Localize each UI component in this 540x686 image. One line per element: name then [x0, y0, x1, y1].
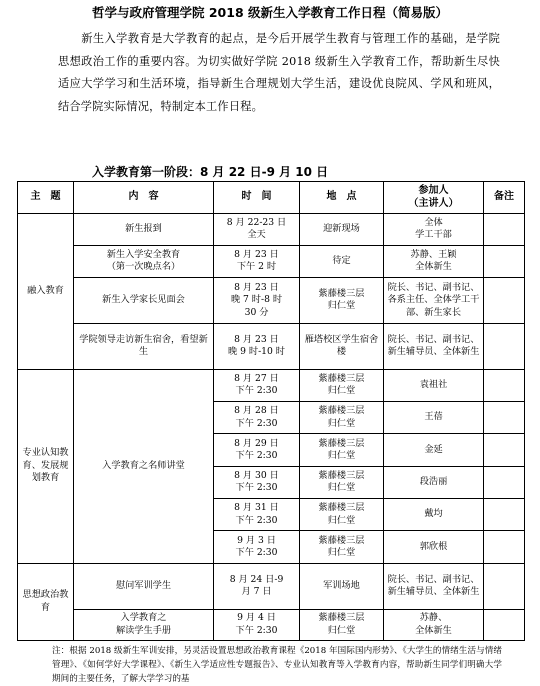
remarks-cell	[484, 531, 525, 563]
header-place: 地 点	[300, 182, 384, 214]
place-cell: 紫藤楼三层 归仁堂	[300, 277, 384, 323]
participants-cell: 院长、书记、副书记、各系主任、全体学工干部、新生家长	[384, 277, 484, 323]
content-cell: 学院领导走访新生宿舍，看望新生	[74, 323, 214, 369]
time-cell: 8 月 23 日 晚 7 时-8 时 30 分	[214, 277, 300, 323]
table-row	[18, 323, 525, 369]
participants-cell: 金延	[384, 434, 484, 466]
content-cell: 新生入学家长见面会	[74, 277, 214, 323]
remarks-cell	[484, 277, 525, 323]
time-cell: 8 月 22-23 日 全天	[214, 214, 300, 245]
table-row	[18, 563, 525, 609]
place-cell: 紫藤楼三层 归仁堂	[300, 531, 384, 563]
header-remarks: 备注	[484, 182, 525, 214]
remarks-cell	[484, 434, 525, 466]
remarks-cell	[484, 245, 525, 277]
topic-cell: 专业认知教育、发展规划教育	[18, 369, 74, 563]
place-cell: 雁塔校区学生宿舍楼	[300, 323, 384, 369]
place-cell: 紫藤楼三层 归仁堂	[300, 402, 384, 434]
time-cell: 8 月 23 日 晚 9 时-10 时	[214, 323, 300, 369]
participants-cell: 戴均	[384, 499, 484, 531]
remarks-cell	[484, 466, 525, 498]
participants-cell: 段浩丽	[384, 466, 484, 498]
place-cell: 紫藤楼三层 归仁堂	[300, 369, 384, 401]
participants-cell: 院长、书记、副书记、新生辅导员、全体新生	[384, 563, 484, 609]
participants-cell: 郭欣根	[384, 531, 484, 563]
time-cell: 9 月 4 日 下午 2:30	[214, 609, 300, 640]
time-cell: 8 月 24 日-9 月 7 日	[214, 563, 300, 609]
time-cell: 8 月 31 日 下午 2:30	[214, 499, 300, 531]
participants-cell: 全体 学工干部	[384, 214, 484, 245]
document-title: 哲学与政府管理学院 2018 级新生入学教育工作日程（简易版）	[92, 5, 448, 20]
place-cell: 紫藤楼三层 归仁堂	[300, 499, 384, 531]
schedule-table	[17, 181, 525, 641]
remarks-cell	[484, 323, 525, 369]
participants-cell: 王蓓	[384, 402, 484, 434]
participants-cell: 袁祖社	[384, 369, 484, 401]
remarks-cell	[484, 369, 525, 401]
participants-cell: 苏静、 全体新生	[384, 609, 484, 640]
table-row	[18, 277, 525, 323]
time-cell: 8 月 23 日 下午 2 时	[214, 245, 300, 277]
content-cell: 慰问军训学生	[74, 563, 214, 609]
participants-cell: 苏静、王颖 全体新生	[384, 245, 484, 277]
header-participants: 参加人 （主讲人）	[384, 182, 484, 214]
table-row	[18, 369, 525, 401]
table-row	[18, 214, 525, 245]
time-cell: 9 月 3 日 下午 2:30	[214, 531, 300, 563]
topic-cell: 思想政治教育	[18, 563, 74, 640]
time-cell: 8 月 28 日 下午 2:30	[214, 402, 300, 434]
table-row	[18, 245, 525, 277]
header-row	[18, 182, 525, 214]
remarks-cell	[484, 214, 525, 245]
header-topic: 主 题	[18, 182, 74, 214]
intro-text: 新生入学教育是大学教育的起点，是今后开展学生教育与管理工作的基础，是学院思想政治工作的重要内容。为切实做好学院 2018 级新生入学教育工作，帮助新生尽快适应大学学习和生活环境，指导新生合理规划大学生活，建设优良院风、学风和班风，结合学院实际情况，特制定本工作日程。	[58, 32, 500, 113]
remarks-cell	[484, 563, 525, 609]
time-cell: 8 月 30 日 下午 2:30	[214, 466, 300, 498]
content-cell: 新生入学安全教育 （第一次晚点名）	[74, 245, 214, 277]
remarks-cell	[484, 402, 525, 434]
intro-paragraph	[58, 28, 500, 118]
header-content: 内 容	[74, 182, 214, 214]
place-cell: 紫藤楼三层 归仁堂	[300, 466, 384, 498]
remarks-cell	[484, 609, 525, 640]
time-cell: 8 月 27 日 下午 2:30	[214, 369, 300, 401]
place-cell: 紫藤楼三层 归仁堂	[300, 609, 384, 640]
place-cell: 迎新现场	[300, 214, 384, 245]
content-cell: 入学教育之 解读学生手册	[74, 609, 214, 640]
time-cell: 8 月 29 日 下午 2:30	[214, 434, 300, 466]
participants-cell: 院长、书记、副书记、新生辅导员、全体新生	[384, 323, 484, 369]
footnote: 注：根据 2018 级新生军训安排，另灵活设置思想政治教育课程《2018 年国际国内形势》、《大学生的情绪生活与情绪管理》、《如何学好大学课程》、《新生入学适应性专题报告》、专业认知教育等入学教育内容，帮助新生同学们明确大学期间的主要任务，了解大学学习的基	[52, 646, 502, 684]
place-cell: 军训场地	[300, 563, 384, 609]
header-time: 时 间	[214, 182, 300, 214]
phase-heading: 入学教育第一阶段：8 月 22 日-9 月 10 日	[92, 165, 329, 179]
topic-cell: 融入教育	[18, 214, 74, 369]
content-cell: 新生报到	[74, 214, 214, 245]
place-cell: 紫藤楼三层 归仁堂	[300, 434, 384, 466]
place-cell: 待定	[300, 245, 384, 277]
remarks-cell	[484, 499, 525, 531]
content-cell: 入学教育之名师讲堂	[74, 369, 214, 563]
table-row	[18, 609, 525, 640]
